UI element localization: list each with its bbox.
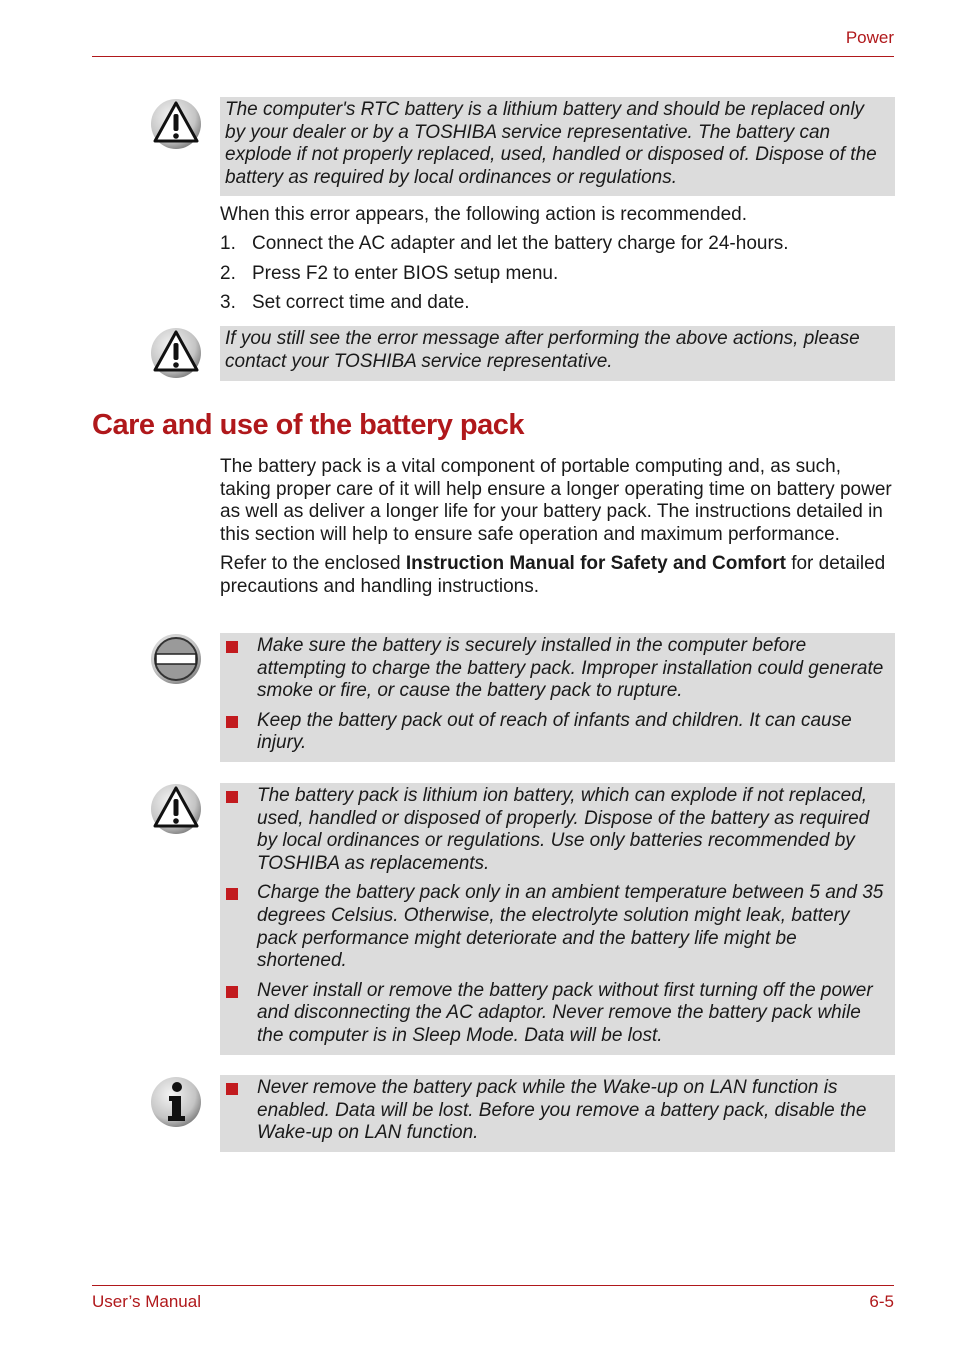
manual-title: Instruction Manual for Safety and Comfort (405, 553, 786, 575)
list-item: 2. Press F2 to enter BIOS setup menu. (220, 262, 559, 284)
section-paragraph-1: The battery pack is a vital component of portable computing and, as such, taking proper care of it will help ensure a longer operating time on battery power as well as deliver a longer life for your battery pack. The instructions detailed in this section will help to ensure safe operation and maximum performance. (220, 456, 892, 545)
warning-icon (150, 783, 202, 835)
section-title: Care and use of the battery pack (92, 409, 525, 441)
info-note (220, 1075, 895, 1152)
list-item: 1. Connect the AC adapter and let the battery charge for 24-hours. (220, 233, 789, 254)
warning-icon (150, 98, 202, 150)
intro-text: When this error appears, the following action is recommended. (220, 204, 747, 225)
list-item: The battery pack is lithium ion battery, which can explode if not replaced, used, handled or disposed of properly. Dispose of the battery as required by local ordinances or regulations. Use only batteries recommended by TOSHIBA as replacements. (257, 785, 887, 875)
rtc-warning-text: The computer's RTC battery is a lithium battery and should be replaced only by your dealer or by a TOSHIBA service representative. The battery can explode if not properly replaced, used, handled or disposed of. Dispose of the battery as required by local ordinances or regulations. (225, 99, 877, 188)
rtc-warning-note (220, 97, 895, 196)
action-steps (220, 233, 895, 322)
contact-warning-note (220, 326, 895, 381)
list-item: Charge the battery pack only in an ambient temperature between 5 and 35 degrees Celsius. Otherwise, the electrolyte solution might leak, battery pack performance might deteriorate and the battery life might be shortened. (257, 882, 887, 972)
footer-rule (92, 1285, 894, 1286)
list-item: Never install or remove the battery pack without first turning off the power and disconnecting the AC adaptor. Never remove the battery pack while the computer is in Sleep Mode. Data will be lost. (257, 980, 887, 1048)
list-item: 3. Set correct time and date. (220, 292, 470, 313)
footer-manual-label: User’s Manual (92, 1292, 201, 1311)
list-item: Make sure the battery is securely installed in the computer before attempting to charge the battery pack. Improper installation could generate smoke or fire, or cause the battery pack to rupture. (257, 635, 887, 703)
header-title: Power (845, 28, 894, 47)
list-item: Never remove the battery pack while the Wake-up on LAN function is enabled. Data will be lost. Before you remove a battery pack, disable the Wake-up on LAN function. (257, 1077, 887, 1145)
contact-warning-text: If you still see the error message after performing the above actions, please contact your TOSHIBA service representative. (225, 328, 860, 372)
header-rule (92, 56, 894, 57)
info-icon (150, 1076, 202, 1128)
no-entry-icon (150, 633, 202, 685)
warning-icon (150, 327, 202, 379)
section-body (220, 456, 895, 606)
section-paragraph-2: Refer to the enclosed Instruction Manual for Safety and Comfort for detailed precautions and handling instructions. (220, 553, 886, 597)
battery-warning-note (220, 783, 895, 1055)
list-item: Keep the battery pack out of reach of infants and children. It can cause injury. (257, 710, 887, 755)
page-number: 6-5 (869, 1292, 894, 1311)
danger-note (220, 633, 895, 762)
